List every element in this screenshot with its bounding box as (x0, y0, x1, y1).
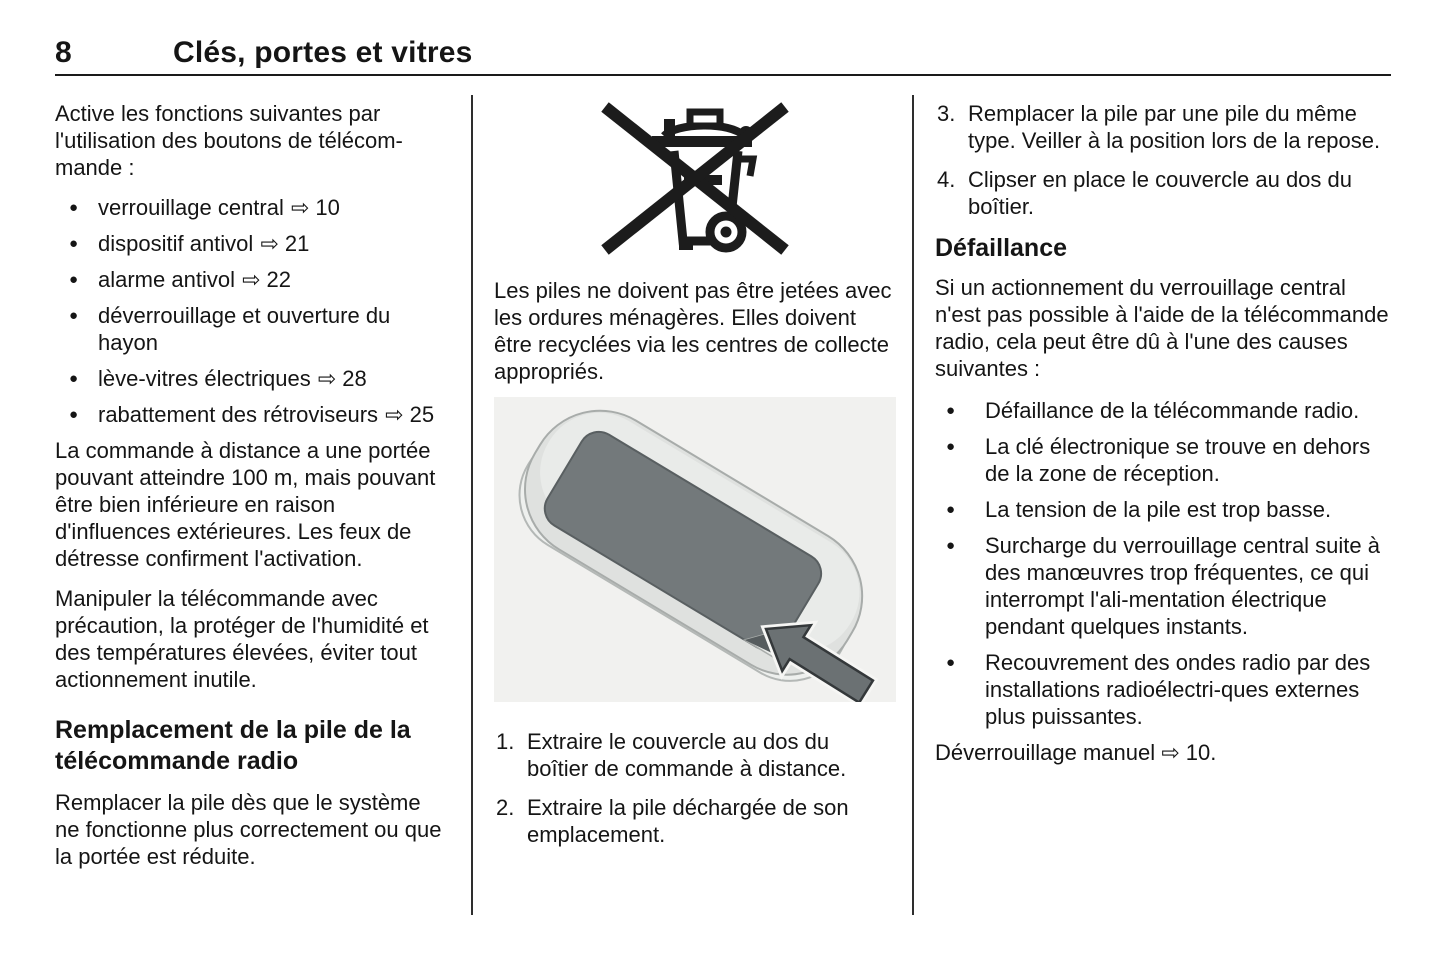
column-divider (471, 95, 473, 915)
page-number: 8 (55, 36, 72, 69)
list-item (55, 194, 447, 221)
step-number: 2. (496, 795, 515, 820)
page-reference: ⇨ 21 (260, 231, 310, 256)
failure-causes-list (935, 397, 1393, 730)
function-list (55, 194, 447, 428)
bullet-icon: ● (946, 402, 956, 419)
list-item-text: Défaillance de la télécommande radio. (985, 398, 1360, 423)
step-item (494, 794, 896, 848)
bullet-icon: ● (946, 654, 956, 671)
item-label: lève-vitres électriques (98, 366, 311, 391)
list-item (55, 266, 447, 293)
page-reference: ⇨ 28 (317, 366, 367, 391)
bullet-icon: ● (69, 199, 79, 216)
column-middle (494, 95, 896, 860)
list-item-text (98, 194, 340, 221)
column-right (935, 100, 1393, 766)
list-item (935, 532, 1393, 640)
item-label: dispositif antivol (98, 231, 254, 256)
list-item (935, 433, 1393, 487)
bullet-icon: ● (69, 271, 79, 288)
bullet-icon: ● (946, 501, 956, 518)
step-number: 3. (937, 101, 956, 126)
header-rule (55, 74, 1391, 76)
intro-paragraph: Active les fonctions suivantes par l'utilisation des boutons de télécom-mande : (55, 101, 403, 180)
bullet-icon: ● (69, 406, 79, 423)
list-item-text (98, 266, 291, 293)
step-item (935, 100, 1393, 154)
battery-steps-1-2 (494, 728, 896, 848)
step-item (935, 166, 1393, 220)
manual-unlock-reference: Déverrouillage manuel ⇨ 10. (935, 740, 1217, 765)
list-item-text: Surcharge du verrouillage central suite à des manœuvres trop fréquentes, ce qui interrompt l'ali-mentation électrique pendant quelques instants. (985, 533, 1381, 639)
list-item-text: La tension de la pile est trop basse. (985, 497, 1332, 522)
item-label: alarme antivol (98, 267, 235, 292)
list-item (55, 365, 447, 392)
list-item-text (98, 230, 309, 257)
batteries-disposal-paragraph: Les piles ne doivent pas être jetées avec les ordures ménagères. Elles doivent être recyclées via les centres de collecte appropriés. (494, 278, 892, 384)
battery-paragraph: Remplacer la pile dès que le système ne fonctionne plus correctement ou que la portée est réduite. (55, 790, 442, 869)
failure-intro-paragraph: Si un actionnement du verrouillage central n'est pas possible à l'aide de la télécommande radio, cela peut être dû à l'une des causes suivantes : (935, 275, 1389, 381)
step-text: Clipser en place le couvercle au dos du boîtier. (968, 167, 1353, 219)
list-item-text (98, 401, 434, 428)
key-fob-illustration-block (494, 397, 896, 702)
crossed-out-wheelie-bin-icon (580, 95, 810, 263)
range-paragraph: La commande à distance a une portée pouvant atteindre 100 m, mais pouvant être bien inférieure en raison d'influences extérieures. Les feux de détresse confirment l'activation. (55, 438, 436, 571)
list-item (55, 401, 447, 428)
care-paragraph: Manipuler la télécommande avec précaution, la protéger de l'humidité et des températures élevées, éviter tout actionnement inutile. (55, 586, 429, 692)
step-item (494, 728, 896, 782)
section-heading-failure: Défaillance (935, 234, 1068, 262)
list-item-text: Recouvrement des ondes radio par des installations radioélectri-ques externes plus puissantes. (985, 650, 1371, 729)
item-label: déverrouillage et ouverture du hayon (98, 303, 391, 355)
item-label: verrouillage central (98, 195, 284, 220)
step-number: 4. (937, 167, 956, 192)
column-divider (912, 95, 914, 915)
step-number: 1. (496, 729, 515, 754)
list-item-text (98, 302, 447, 356)
list-item (935, 397, 1393, 424)
step-text: Extraire la pile déchargée de son emplacement. (527, 795, 849, 847)
step-text: Remplacer la pile par une pile du même type. Veiller à la position lors de la repose. (968, 101, 1381, 153)
column-left (55, 100, 447, 883)
bullet-icon: ● (69, 370, 79, 387)
list-item-text: La clé électronique se trouve en dehors de la zone de réception. (985, 434, 1371, 486)
bullet-icon: ● (69, 307, 79, 324)
item-label: rabattement des rétroviseurs (98, 402, 379, 427)
page-reference: ⇨ 10 (290, 195, 340, 220)
list-item (935, 649, 1393, 730)
step-text: Extraire le couvercle au dos du boîtier de commande à distance. (527, 729, 847, 781)
bullet-icon: ● (69, 235, 79, 252)
weee-symbol-block (494, 95, 896, 263)
section-heading-battery-replacement: Remplacement de la pile de la télécommande radio (55, 716, 411, 775)
remote-key-fob-illustration (494, 397, 896, 702)
page-reference: ⇨ 25 (385, 402, 435, 427)
bullet-icon: ● (946, 537, 956, 554)
list-item-text (98, 365, 367, 392)
bullet-icon: ● (946, 438, 956, 455)
page-reference: ⇨ 22 (241, 267, 291, 292)
chapter-title: Clés, portes et vitres (173, 36, 473, 69)
list-item (55, 302, 447, 356)
list-item (935, 496, 1393, 523)
battery-steps-3-4 (935, 100, 1393, 220)
list-item (55, 230, 447, 257)
